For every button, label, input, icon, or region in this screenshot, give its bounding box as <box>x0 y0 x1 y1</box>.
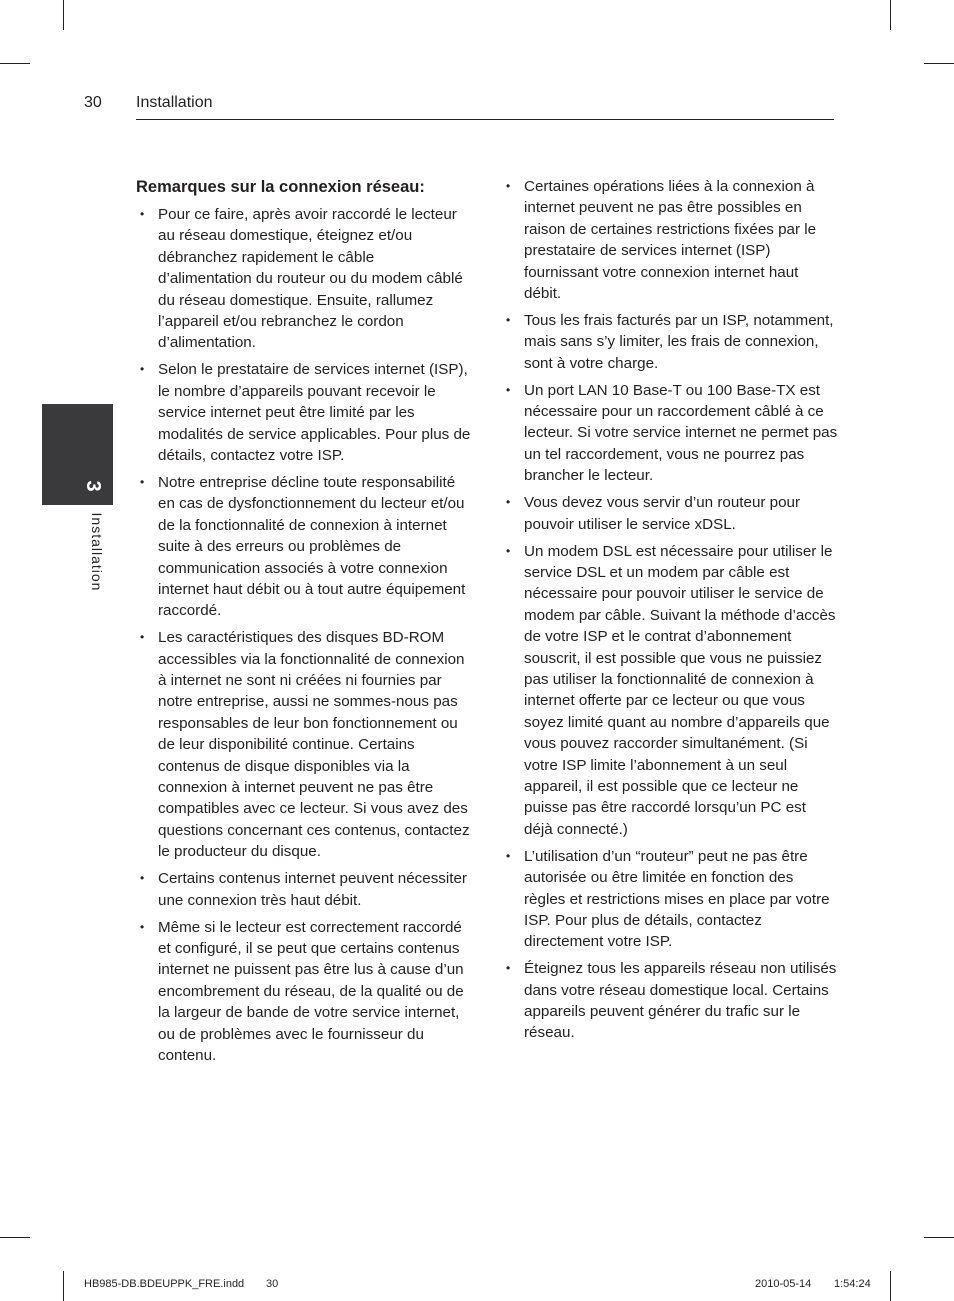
bullet-icon: • <box>506 179 511 193</box>
right-notes-list <box>502 176 838 1044</box>
crop-mark <box>63 1271 64 1301</box>
list-item: • Éteignez tous les appareils réseau non utilisés dans votre réseau domestique local. Certains appareils peuvent générer du trafic sur le réseau. <box>506 960 837 1042</box>
footer-time: 1:54:24 <box>834 1278 871 1290</box>
bullet-icon: • <box>506 961 511 976</box>
left-column <box>136 176 472 1072</box>
list-item: • Selon le prestataire de services internet (ISP), le nombre d’appareils pouvant recevoir le service internet peut être limité par les modalités de service applicables. Pour plus de détails, contactez votre ISP. <box>140 361 471 464</box>
header-divider <box>136 119 834 120</box>
bullet-icon: • <box>140 207 145 221</box>
bullet-icon: • <box>140 871 145 886</box>
list-item: • Pour ce faire, après avoir raccordé le lecteur au réseau domestique, éteignez et/ou débranchez rapidement le câble d’alimentation du routeur ou du modem câblé du réseau domestique. Ensuite, rallumez l’appareil et/ou rebranchez le cordon d’alimentation. <box>140 206 463 352</box>
bullet-icon: • <box>140 919 145 934</box>
bullet-icon: • <box>506 382 511 397</box>
right-column <box>502 176 838 1049</box>
page-number: 30 <box>84 94 102 111</box>
section-title: Installation <box>136 94 213 111</box>
crop-mark <box>924 63 954 64</box>
chapter-number: 3 <box>82 480 104 492</box>
crop-mark <box>63 0 64 30</box>
bullet-icon: • <box>140 630 145 645</box>
bullet-icon: • <box>506 848 511 863</box>
crop-mark <box>0 63 30 64</box>
list-item: • Même si le lecteur est correctement raccordé et configuré, il se peut que certains contenus internet ne puissent pas être lus à cause d’un encombrement du réseau, de la qualité ou de la largeur de bande de votre service internet, ou de problèmes avec le fournisseur du contenu. <box>140 918 464 1064</box>
list-item: • L’utilisation d’un “routeur” peut ne pas être autorisée ou être limitée en fonction des règles et restrictions mises en place par votre ISP. Pour plus de détails, contactez directement votre ISP. <box>506 847 830 951</box>
list-item: • Un modem DSL est nécessaire pour utiliser le service DSL et un modem par câble est nécessaire pour pouvoir utiliser le service de modem par câble. Suivant la méthode d’accès de votre ISP et le contrat d’abonnement souscrit, il est possible que vous ne puissiez pas utiliser la fonctionnalité de connexion à internet offerte par ce lecteur ou que vous soyez limité quant au nombre d’appareils que vous pouvez raccorder simultanément. (Si votre ISP limite l’abonnement à un seul appareil, il est possible que ce lecteur ne puisse pas être raccordé lorsqu’un PC est déjà connecté.) <box>506 542 836 838</box>
list-item: • Tous les frais facturés par un ISP, notamment, mais sans s’y limiter, les frais de connexion, sont à votre charge. <box>506 311 834 372</box>
footer-file-name: HB985-DB.BDEUPPK_FRE.indd <box>84 1278 245 1290</box>
crop-mark <box>924 1237 954 1238</box>
crop-mark <box>0 1237 30 1238</box>
footer-page: 30 <box>266 1278 279 1290</box>
list-item: • Certains contenus internet peuvent nécessiter une connexion très haut débit. <box>140 870 467 909</box>
bullet-icon: • <box>140 474 145 489</box>
list-item: • Vous devez vous servir d’un routeur pour pouvoir utiliser le service xDSL. <box>506 494 801 533</box>
list-item: • Certaines opérations liées à la connexion à internet peuvent ne pas être possibles en raison de certaines restrictions fixées par le prestataire de services internet (ISP) fournissant votre connexion internet haut débit. <box>506 178 817 303</box>
list-item: • Les caractéristiques des disques BD-ROM accessibles via la fonctionnalité de connexion à internet ne sont ni créées ni fournies par notre entreprise, aussi ne sommes-nous pas responsables de leur bon fonctionnement ou de leur disponibilité continue. Certains contenus de disque disponibles via la connexion à internet peuvent ne pas être compatibles avec ce lecteur. Si vous avez des questions concernant ces contenus, contactez le producteur du disque. <box>140 629 470 861</box>
list-item: • Notre entreprise décline toute responsabilité en cas de dysfonctionnement du lecteur et/ou de la fonctionnalité de connexion à internet suite à des erreurs ou problèmes de communication associés à votre connexion internet haut débit ou à tout autre équipement raccordé. <box>140 473 466 620</box>
list-item: • Un port LAN 10 Base-T ou 100 Base-TX est nécessaire pour un raccordement câblé à ce lecteur. Si votre service internet ne permet pas un tel raccordement, vous ne pourrez pas brancher le lecteur. <box>506 381 838 485</box>
crop-mark <box>890 0 891 30</box>
chapter-label: Installation <box>89 512 105 592</box>
crop-mark <box>890 1271 891 1301</box>
left-notes-list <box>136 204 472 1066</box>
bullet-icon: • <box>506 495 511 510</box>
bullet-icon: • <box>506 312 511 327</box>
bullet-icon: • <box>140 362 145 377</box>
footer-date: 2010-05-14 <box>755 1278 812 1290</box>
notes-heading: Remarques sur la connexion réseau: <box>136 178 425 196</box>
bullet-icon: • <box>506 543 511 558</box>
